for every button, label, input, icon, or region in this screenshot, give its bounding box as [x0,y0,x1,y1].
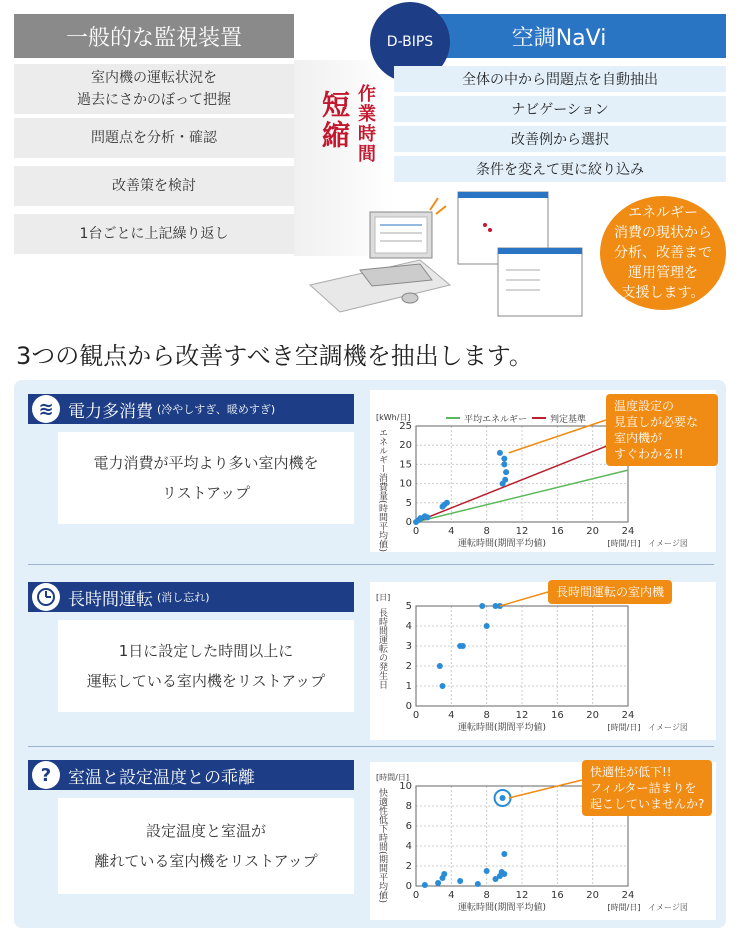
page-title: 3つの観点から改善すべき空調機を抽出します。 [16,342,533,370]
wave-icon: ≋ [32,395,60,423]
x-axis-label: 運転時間(期間平均値) [457,903,547,913]
x-tick-label: 0 [412,526,420,537]
screenshot-2 [498,248,582,316]
dbips-badge: D-BIPS [370,2,450,82]
y-unit-label: [日] [376,593,391,602]
y-axis-label: 快適性低下時間(期間平均値) [377,788,387,904]
x-tick-label: 12 [515,890,529,901]
general-step-2: 問題点を分析・確認 [14,118,294,158]
chart-temp-callout: 快適性が低下!! フィルター詰まりを 起こしていませんか? [582,760,712,816]
y-tick-label: 10 [399,781,412,792]
x-axis-label: 運転時間(期間平均値) [457,539,547,549]
y-tick-label: 5 [405,497,412,509]
data-point [437,663,443,669]
chart-long-box [370,582,716,740]
data-point [501,871,507,877]
chart-power-callout: 温度設定の 見直しが必要な 室内機が すぐわかる!! [606,394,718,466]
y-tick-label: 2 [405,661,412,672]
y-tick-label: 0 [405,517,412,528]
y-tick-label: 0 [405,881,412,892]
y-tick-label: 0 [405,701,412,712]
data-point [500,795,506,801]
x-tick-label: 24 [621,710,635,721]
y-tick-label: 20 [399,440,412,452]
x-tick-label: 0 [412,890,420,901]
x-tick-label: 24 [621,526,635,537]
callout-pointer [509,780,582,798]
y-tick-label: 1 [405,681,412,692]
data-point [422,882,428,888]
callout-pointer [500,592,548,606]
data-point [441,871,447,877]
y-tick-label: 15 [399,459,412,471]
navi-step-2: ナビゲーション [394,96,726,122]
y-tick-label: 6 [405,821,412,832]
clock-icon [32,583,60,611]
pc-illustration [300,190,600,320]
y-tick-label: 10 [399,478,412,490]
data-point [435,880,441,886]
x-tick-label: 12 [515,526,529,537]
image-note: イメージ図 [648,539,688,548]
y-tick-label: 25 [399,421,412,432]
general-step-4: 1台ごとに上記繰り返し [14,214,294,254]
section-temp-desc: 設定温度と室温が 離れている室内機をリストアップ [58,798,354,894]
y-tick-label: 4 [405,841,412,852]
navi-step-4: 条件を変えて更に絞り込み [394,156,726,182]
support-callout: エネルギー 消費の現状から 分析、改善まで 運用管理を 支援します。 [600,196,726,310]
data-point [484,623,490,629]
y-axis-label: 長時間運転の発生日 [377,608,387,689]
general-step-1: 室内機の運転状況を 過去にさかのぼって把握 [14,64,294,114]
data-point [475,881,481,887]
section-long-desc: 1日に設定した時間以上に 運転している室内機をリストアップ [58,620,354,712]
data-point [457,878,463,884]
x-axis-label: 運転時間(期間平均値) [457,723,547,733]
legend-label: 判定基準 [550,415,587,425]
chart-long [370,582,716,740]
y-axis-label: エネルギー消費量(時間平均値) [377,428,387,552]
data-point [424,514,430,520]
section-power-header [28,394,354,424]
section-temp-header [28,760,354,790]
data-point [503,469,509,475]
divider [28,564,714,565]
section-temp-title: 室温と設定温度との乖離 [68,767,255,788]
question-icon: ? [32,761,60,789]
section-long-header [28,582,354,612]
x-tick-label: 4 [448,710,455,721]
shortening-label: 短縮 [318,90,351,150]
mouse-icon [402,293,418,303]
x-tick-label: 0 [412,710,420,721]
x-tick-label: 20 [586,526,600,537]
y-tick-label: 3 [405,641,412,652]
navi-step-1: 全体の中から問題点を自動抽出 [394,66,726,92]
data-point [479,603,485,609]
data-point [501,456,507,462]
y-unit-label: [kWh/日] [376,413,411,422]
section-long-sub: (消し忘れ) [157,591,210,604]
navi-step-3: 改善例から選択 [394,126,726,152]
general-step-3: 改善策を検討 [14,166,294,206]
x-tick-label: 12 [515,710,529,721]
x-tick-label: 16 [550,710,564,721]
section-power-title: 電力多消費 [68,401,153,422]
x-tick-label: 4 [448,526,455,537]
x-unit-label: [時間/日] [607,539,641,548]
y-unit-label: [時間/日] [376,773,409,782]
x-tick-label: 24 [621,890,635,901]
data-point [497,450,503,456]
image-note: イメージ図 [648,903,688,912]
navi-header: 空調NaVi [392,14,726,58]
x-unit-label: [時間/日] [607,903,641,912]
section-power-desc: 電力消費が平均より多い室内機を リストアップ [58,432,354,524]
section-long-title: 長時間運転 [68,589,153,610]
data-point [500,481,506,487]
x-tick-label: 4 [448,890,455,901]
x-tick-label: 8 [483,890,490,901]
y-tick-label: 4 [405,621,412,632]
y-tick-label: 8 [405,801,412,812]
data-point [501,461,507,467]
general-monitor-header: 一般的な監視装置 [14,14,294,58]
data-point [501,851,507,857]
divider [28,746,714,747]
x-tick-label: 8 [483,526,490,537]
x-tick-label: 16 [550,890,564,901]
y-tick-label: 2 [405,861,412,872]
chart-long-callout: 長時間運転の室内機 [548,580,672,604]
x-tick-label: 16 [550,526,564,537]
work-time-label: 作業時間 [355,84,376,164]
x-tick-label: 20 [586,710,600,721]
x-tick-label: 8 [483,710,490,721]
y-tick-label: 5 [405,601,412,612]
data-point [460,643,466,649]
x-unit-label: [時間/日] [607,723,641,732]
image-note: イメージ図 [648,723,688,732]
legend-label: 平均エネルギー [464,415,528,425]
x-tick-label: 20 [586,890,600,901]
data-point [441,502,447,508]
section-power-sub: (冷やしすぎ、暖めすぎ) [157,403,276,416]
data-point [440,683,446,689]
data-point [484,868,490,874]
